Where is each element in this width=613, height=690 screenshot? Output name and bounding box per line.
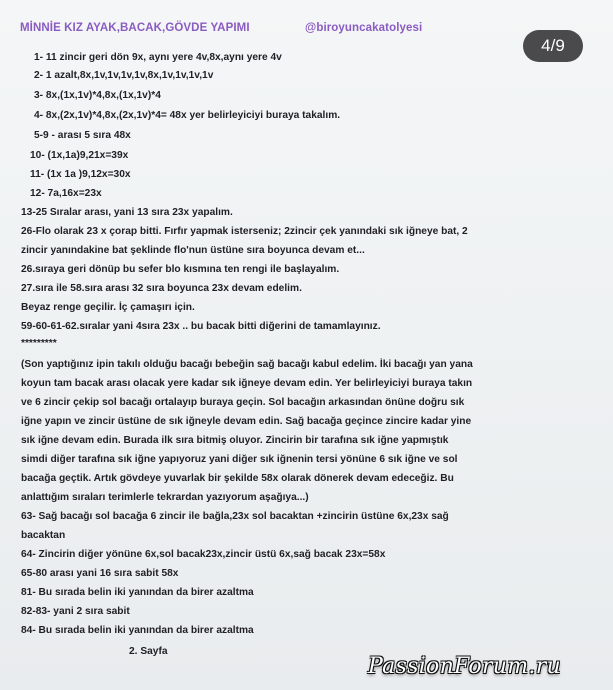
instruction-line: 64- Zincirin diğer yönüne 6x,sol bacak23x,zincir üstü 6x,sağ bacak 23x=58x <box>21 549 386 560</box>
instruction-line: 82-83- yani 2 sıra sabit <box>21 606 130 617</box>
instruction-line: Beyaz renge geçilir. İç çamaşırı için. <box>21 302 195 313</box>
instruction-line: koyun tam bacak arası olacak yere kadar sık iğneye devam edin. Yer belirleyiciyi buraya takın <box>21 378 473 389</box>
instruction-line: 26-Flo olarak 23 x çorap bitti. Fırfır yapmak isterseniz; 2zincir çek yanındaki sık iğneye bat, 2 <box>21 226 468 237</box>
instruction-line: bacaktan <box>21 530 66 541</box>
instruction-line: anlattığım sıraları terimlerle tekrardan yazıyorum aşağıya...) <box>21 492 309 503</box>
instruction-line: ********* <box>21 338 57 349</box>
watermark-text: PassionForum.ru <box>368 654 561 679</box>
instruction-line: zincir yanındakine bat şeklinde flo'nun üstüne sıra boyunca devam et... <box>21 245 365 256</box>
instruction-line: 65-80 arası yani 16 sıra sabit 58x <box>21 568 179 579</box>
instruction-line: 12- 7a,16x=23x <box>30 188 102 199</box>
author-handle: @biroyuncakatolyesi <box>305 22 423 34</box>
instruction-line: 27.sıra ile 58.sıra arası 32 sıra boyunca 23x devam edelim. <box>21 283 302 294</box>
instruction-line: simdi diğer tarafına sık iğne yapıyoruz yani diğer sık iğnenin tersi yönüne 6 sık iğne ve sol <box>21 454 458 465</box>
instruction-line: 1- 11 zincir geri dön 9x, aynı yere 4v,8x,aynı yere 4v <box>34 52 282 63</box>
instruction-line: 2- 1 azalt,8x,1v,1v,1v,1v,8x,1v,1v,1v,1v <box>34 70 214 81</box>
instruction-line: 4- 8x,(2x,1v)*4,8x,(2x,1v)*4= 48x yer belirleyiciyi buraya takalım. <box>34 110 341 121</box>
document-header <box>20 22 593 40</box>
instruction-line: sık iğne devam edin. Burada ilk sıra bitmiş oluyor. Zincirin bir tarafına sık iğne yapmıştık <box>21 435 449 446</box>
instruction-line: 63- Sağ bacağı sol bacağa 6 zincir ile bağla,23x sol bacaktan +zincirin üstüne 6x,23x sağ <box>21 511 449 522</box>
instruction-line: iğne yapın ve zincir üstüne de sık iğneyle devam edin. Sağ bacağa geçince zincire kadar yine <box>21 416 472 427</box>
instruction-line: 3- 8x,(1x,1v)*4,8x,(1x,1v)*4 <box>34 90 161 101</box>
instruction-line: 5-9 - arası 5 sıra 48x <box>34 130 131 141</box>
document-title: MİNNİE KIZ AYAK,BACAK,GÖVDE YAPIMI <box>20 22 250 34</box>
instruction-line: 10- (1x,1a)9,21x=39x <box>30 150 129 161</box>
instruction-line: 81- Bu sırada belin iki yanından da birer azaltma <box>21 587 254 598</box>
instruction-line: (Son yaptığınız ipin takılı olduğu bacağı bebeğin sağ bacağı kabul edelim. İki bacağı yan yana <box>21 359 473 370</box>
instruction-line: 13-25 Sıralar arası, yani 13 sıra 23x yapalım. <box>21 207 233 218</box>
instruction-line: 59-60-61-62.sıralar yani 4sıra 23x .. bu bacak bitti diğerini de tamamlayınız. <box>21 321 381 332</box>
page-footer-label: 2. Sayfa <box>129 646 168 657</box>
instruction-line: 11- (1x 1a )9,12x=30x <box>30 169 131 180</box>
instruction-line: bacağa geçtik. Artık gövdeye yuvarlak bir şekilde 58x olarak dönerek devam edeceğiz. Bu <box>21 473 454 484</box>
page-indicator-badge: 4/9 <box>523 30 583 62</box>
instruction-line: 84- Bu sırada belin iki yanından da birer azaltma <box>21 625 254 636</box>
instruction-line: 26.sıraya geri dönüp bu sefer blo kısmına ten rengi ile başlayalım. <box>21 264 340 275</box>
instruction-line: ve 6 zincir çekip sol bacağı ortalayıp buraya geçin. Sol bacağın arkasından önüne doğru sık <box>21 397 465 408</box>
